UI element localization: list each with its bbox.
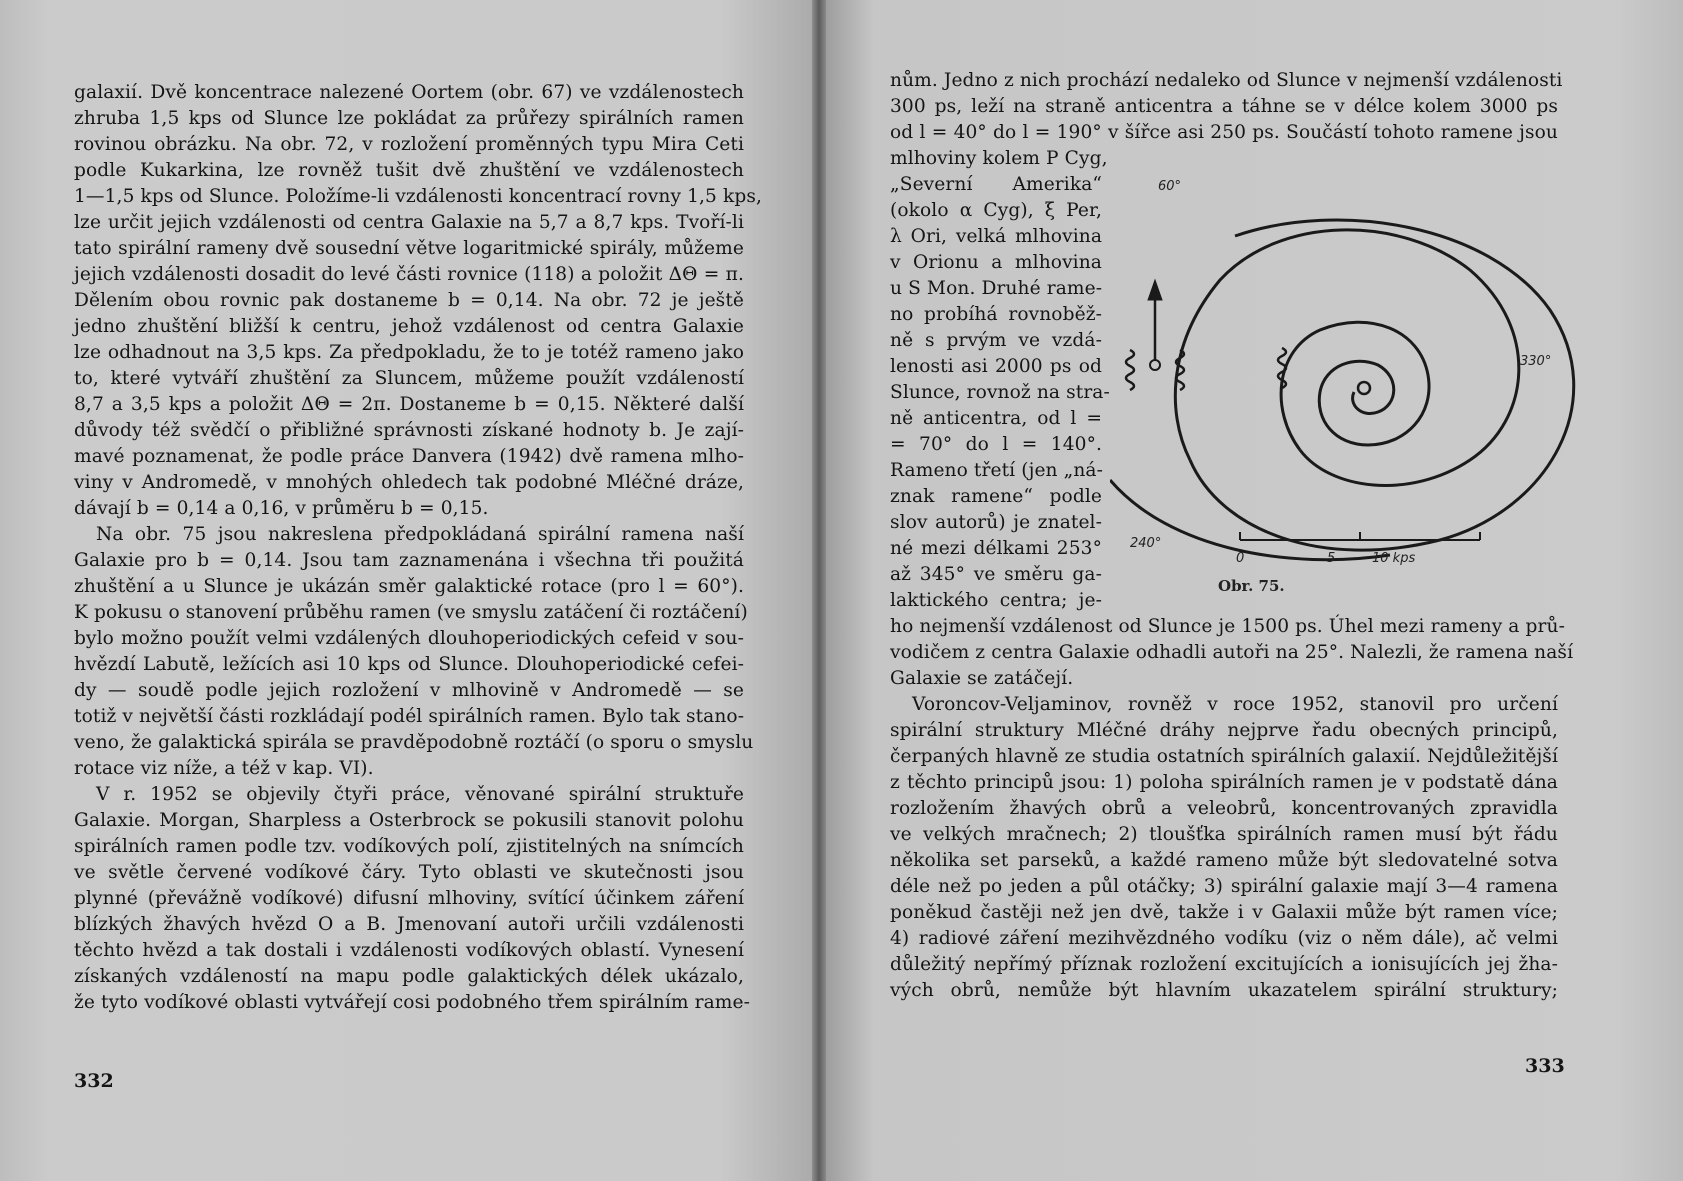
- concentration-mark: [1126, 350, 1134, 390]
- text-line: λ Ori, velká mlhovina: [890, 226, 1102, 247]
- sun-rotation-arrow: [1148, 280, 1162, 370]
- text-line: Galaxie pro b = 0,14. Jsou tam zaznamenána i všechna tři použitá: [74, 550, 744, 571]
- text-line: „Severní Amerika“: [890, 174, 1102, 195]
- text-line: Dělením obou rovnic pak dostaneme b = 0,14. Na obr. 72 je ještě: [74, 290, 744, 311]
- text-line: 4) radiové záření mezihvězdného vodíku (viz o něm dále), ač velmi: [890, 928, 1558, 949]
- text-line: Na obr. 75 jsou nakreslena předpokládaná spirální ramena naší: [96, 524, 744, 545]
- text-line: znak ramene“ podle: [890, 486, 1102, 507]
- text-line: vodičem z centra Galaxie odhadli autoři na 25°. Nalezli, že ramena naší: [890, 642, 1574, 663]
- text-line: Galaxie se zatáčejí.: [890, 668, 1074, 689]
- text-line: od l = 40° do l = 190° v šířce asi 250 ps. Součástí tohoto ramene jsou: [890, 122, 1558, 143]
- text-line: spirální struktury Mléčné dráhy nejprve řadu obecných principů,: [890, 720, 1558, 741]
- text-line: lze určit jejich vzdálenosti od centra Galaxie na 5,7 a 8,7 kps. Tvoří-li: [74, 212, 744, 233]
- text-line: důvody též svědčí o přibližné správnosti získané hodnoty b. Je zají-: [74, 420, 744, 441]
- text-line: totiž v největší části rozkládají podél spirálních ramen. Bylo tak stano-: [74, 706, 745, 727]
- scale-label-10: 10 kps: [1372, 551, 1416, 566]
- text-line: rozložením žhavých obrů a veleobrů, koncentrovaných zpravidla: [890, 798, 1558, 819]
- text-line: spirálních ramen podle tzv. vodíkových polí, zjistitelných na snímcích: [74, 836, 744, 857]
- text-line: z těchto principů jsou: 1) poloha spirálních ramen je v podstatě dána: [890, 772, 1558, 793]
- text-line: Slunce, rovnož na stra-: [890, 382, 1110, 403]
- text-line: viny v Andromedě, v mnohých ohledech tak podobné Mléčné dráze,: [74, 472, 744, 493]
- text-line: zhuštění a u Slunce je ukázán směr galaktické rotace (pro l = 60°).: [74, 576, 744, 597]
- text-line: V r. 1952 se objevily čtyři práce, věnované spirální struktuře: [96, 784, 744, 805]
- text-line: Rameno třetí (jen „ná-: [890, 460, 1104, 481]
- scale-label-5: 5: [1327, 551, 1336, 566]
- text-line: jejich vzdálenosti dosadit do levé části rovnice (118) a položit ΔΘ = π.: [74, 264, 744, 285]
- text-line: rotace viz níže, a též v kap. VI).: [74, 758, 374, 779]
- text-line: mlhoviny kolem P Cyg,: [890, 148, 1108, 169]
- text-line: 300 ps, leží na straně anticentra a táhne se v délce kolem 3000 ps: [890, 96, 1558, 117]
- text-line: lenosti asi 2000 ps od: [890, 356, 1102, 377]
- text-line: 1—1,5 kps od Slunce. Položíme-li vzdálenosti koncentrací rovny 1,5 kps,: [74, 186, 762, 207]
- text-line: 8,7 a 3,5 kps a položit ΔΘ = 2π. Dostaneme b = 0,15. Některé další: [74, 394, 744, 415]
- text-line: vých obrů, nemůže být hlavním ukazatelem spirální struktury;: [890, 980, 1558, 1001]
- text-line: tato spirální rameny dvě sousední větve logaritmické spirály, můžeme: [74, 238, 744, 259]
- text-line: zhruba 1,5 kps od Slunce lze pokládat za průřezy spirálních ramen: [74, 108, 744, 129]
- text-line: no probíhá rovnoběž-: [890, 304, 1102, 325]
- angle-label-240: 240°: [1130, 536, 1162, 551]
- angle-label-60: 60°: [1158, 179, 1182, 194]
- angle-label-330: 330°: [1520, 354, 1552, 369]
- text-line: Galaxie. Morgan, Sharpless a Osterbrock se pokusili stanovit polohu: [74, 810, 744, 831]
- text-line: mavé poznamenat, že podle práce Danvera (1942) dvě ramena mlho-: [74, 446, 744, 467]
- page-number: 333: [1525, 1055, 1565, 1077]
- text-line: poněkud častěji než jen dvě, takže i v Galaxii může být ramen více;: [890, 902, 1558, 923]
- book-gutter: [812, 0, 826, 1181]
- text-line: že tyto vodíkové oblasti vytvářejí cosi podobného třem spirálním rame-: [74, 992, 751, 1013]
- text-line: déle než po jeden a půl otáčky; 3) spirální galaxie mají 3—4 ramena: [890, 876, 1558, 897]
- text-line: ve velkých mračnech; 2) tloušťka spirálních ramen musí být řádu: [890, 824, 1558, 845]
- text-line: podle Kukarkina, lze rovněž tušit dvě zhuštění ve vzdálenostech: [74, 160, 744, 181]
- text-line: bylo možno použít velmi vzdálených dlouhoperiodických cefeid v sou-: [74, 628, 744, 649]
- text-line: laktického centra; je-: [890, 590, 1102, 611]
- text-line: dy — soudě podle jejich rozložení v mlhovině v Andromedě — se: [74, 680, 744, 701]
- spiral-arms-figure: [1110, 160, 1590, 600]
- text-line: ně anticentra, od l =: [890, 408, 1102, 429]
- page-number: 332: [74, 1070, 114, 1092]
- spiral-arm-inner: [1281, 322, 1429, 450]
- text-line: to, které vytváří zhuštění za Sluncem, můžeme použít vzdáleností: [74, 368, 744, 389]
- text-line: nům. Jedno z nich prochází nedaleko od Slunce v nejmenší vzdálenosti: [890, 70, 1563, 91]
- text-line: čerpaných hlavně ze studia ostatních spirálních galaxií. Nejdůležitější: [890, 746, 1558, 767]
- text-line: hvězdí Labutě, ležících asi 10 kps od Slunce. Dlouhoperiodické cefei-: [74, 654, 744, 675]
- text-line: galaxií. Dvě koncentrace nalezené Oortem (obr. 67) ve vzdálenostech: [74, 82, 744, 103]
- text-line: těchto hvězd a tak dostali i vzdálenosti vodíkových oblastí. Vynesení: [74, 940, 744, 961]
- spiral-arm-second: [1175, 230, 1519, 486]
- text-line: K pokusu o stanovení průběhu ramen (ve smyslu zatáčení či roztáčení): [74, 602, 748, 623]
- scale-label-0: 0: [1236, 551, 1245, 566]
- text-line: lze odhadnout na 3,5 kps. Za předpokladu, že to je totéž rameno jako: [74, 342, 744, 363]
- text-line: jedno zhuštění bližší k centru, jehož vzdálenost od centra Galaxie: [74, 316, 744, 337]
- text-line: rovinou obrázku. Na obr. 72, v rozložení proměnných typu Mira Ceti: [74, 134, 744, 155]
- text-line: u S Mon. Druhé rame-: [890, 278, 1103, 299]
- figure-caption: Obr. 75.: [1218, 577, 1285, 595]
- text-line: blízkých žhavých hvězd O a B. Jmenovaní autoři určili vzdálenosti: [74, 914, 744, 935]
- text-line: získaných vzdáleností na mapu podle galaktických délek ukázalo,: [74, 966, 744, 987]
- galactic-center: [1358, 382, 1370, 394]
- text-line: ve světle červené vodíkové čáry. Tyto oblasti ve skutečnosti jsou: [74, 862, 744, 883]
- text-line: dávají b = 0,14 a 0,16, v průměru b = 0,15.: [74, 498, 489, 519]
- text-line: Voroncov-Veljaminov, rovněž v roce 1952, stanovil pro určení: [912, 694, 1558, 715]
- text-line: v Orionu a mlhovina: [890, 252, 1102, 273]
- concentration-marks: [1126, 348, 1286, 390]
- text-line: důležitý nepřímý příznak rozložení excitujících a ionisujících jej žha-: [890, 954, 1558, 975]
- text-line: několika set parseků, a každé rameno může být sledovatelné sotva: [890, 850, 1558, 871]
- text-line: = 70° do l = 140°.: [890, 434, 1102, 455]
- text-line: ně s prvým ve vzdá-: [890, 330, 1102, 351]
- text-line: plynné (převážně vodíkové) difusní mlhoviny, svítící účinkem záření: [74, 888, 744, 909]
- text-line: ho nejmenší vzdálenost od Slunce je 1500 ps. Úhel mezi rameny a prů-: [890, 616, 1565, 637]
- text-line: (okolo α Cyg), ξ Per,: [890, 200, 1102, 221]
- text-line: veno, že galaktická spirála se pravděpodobně roztáčí (o sporu o smyslu: [74, 732, 754, 753]
- text-line: slov autorů) je znatel-: [890, 512, 1102, 533]
- text-line: né mezi délkami 253°: [890, 538, 1102, 559]
- text-line: až 345° ve směru ga-: [890, 564, 1102, 585]
